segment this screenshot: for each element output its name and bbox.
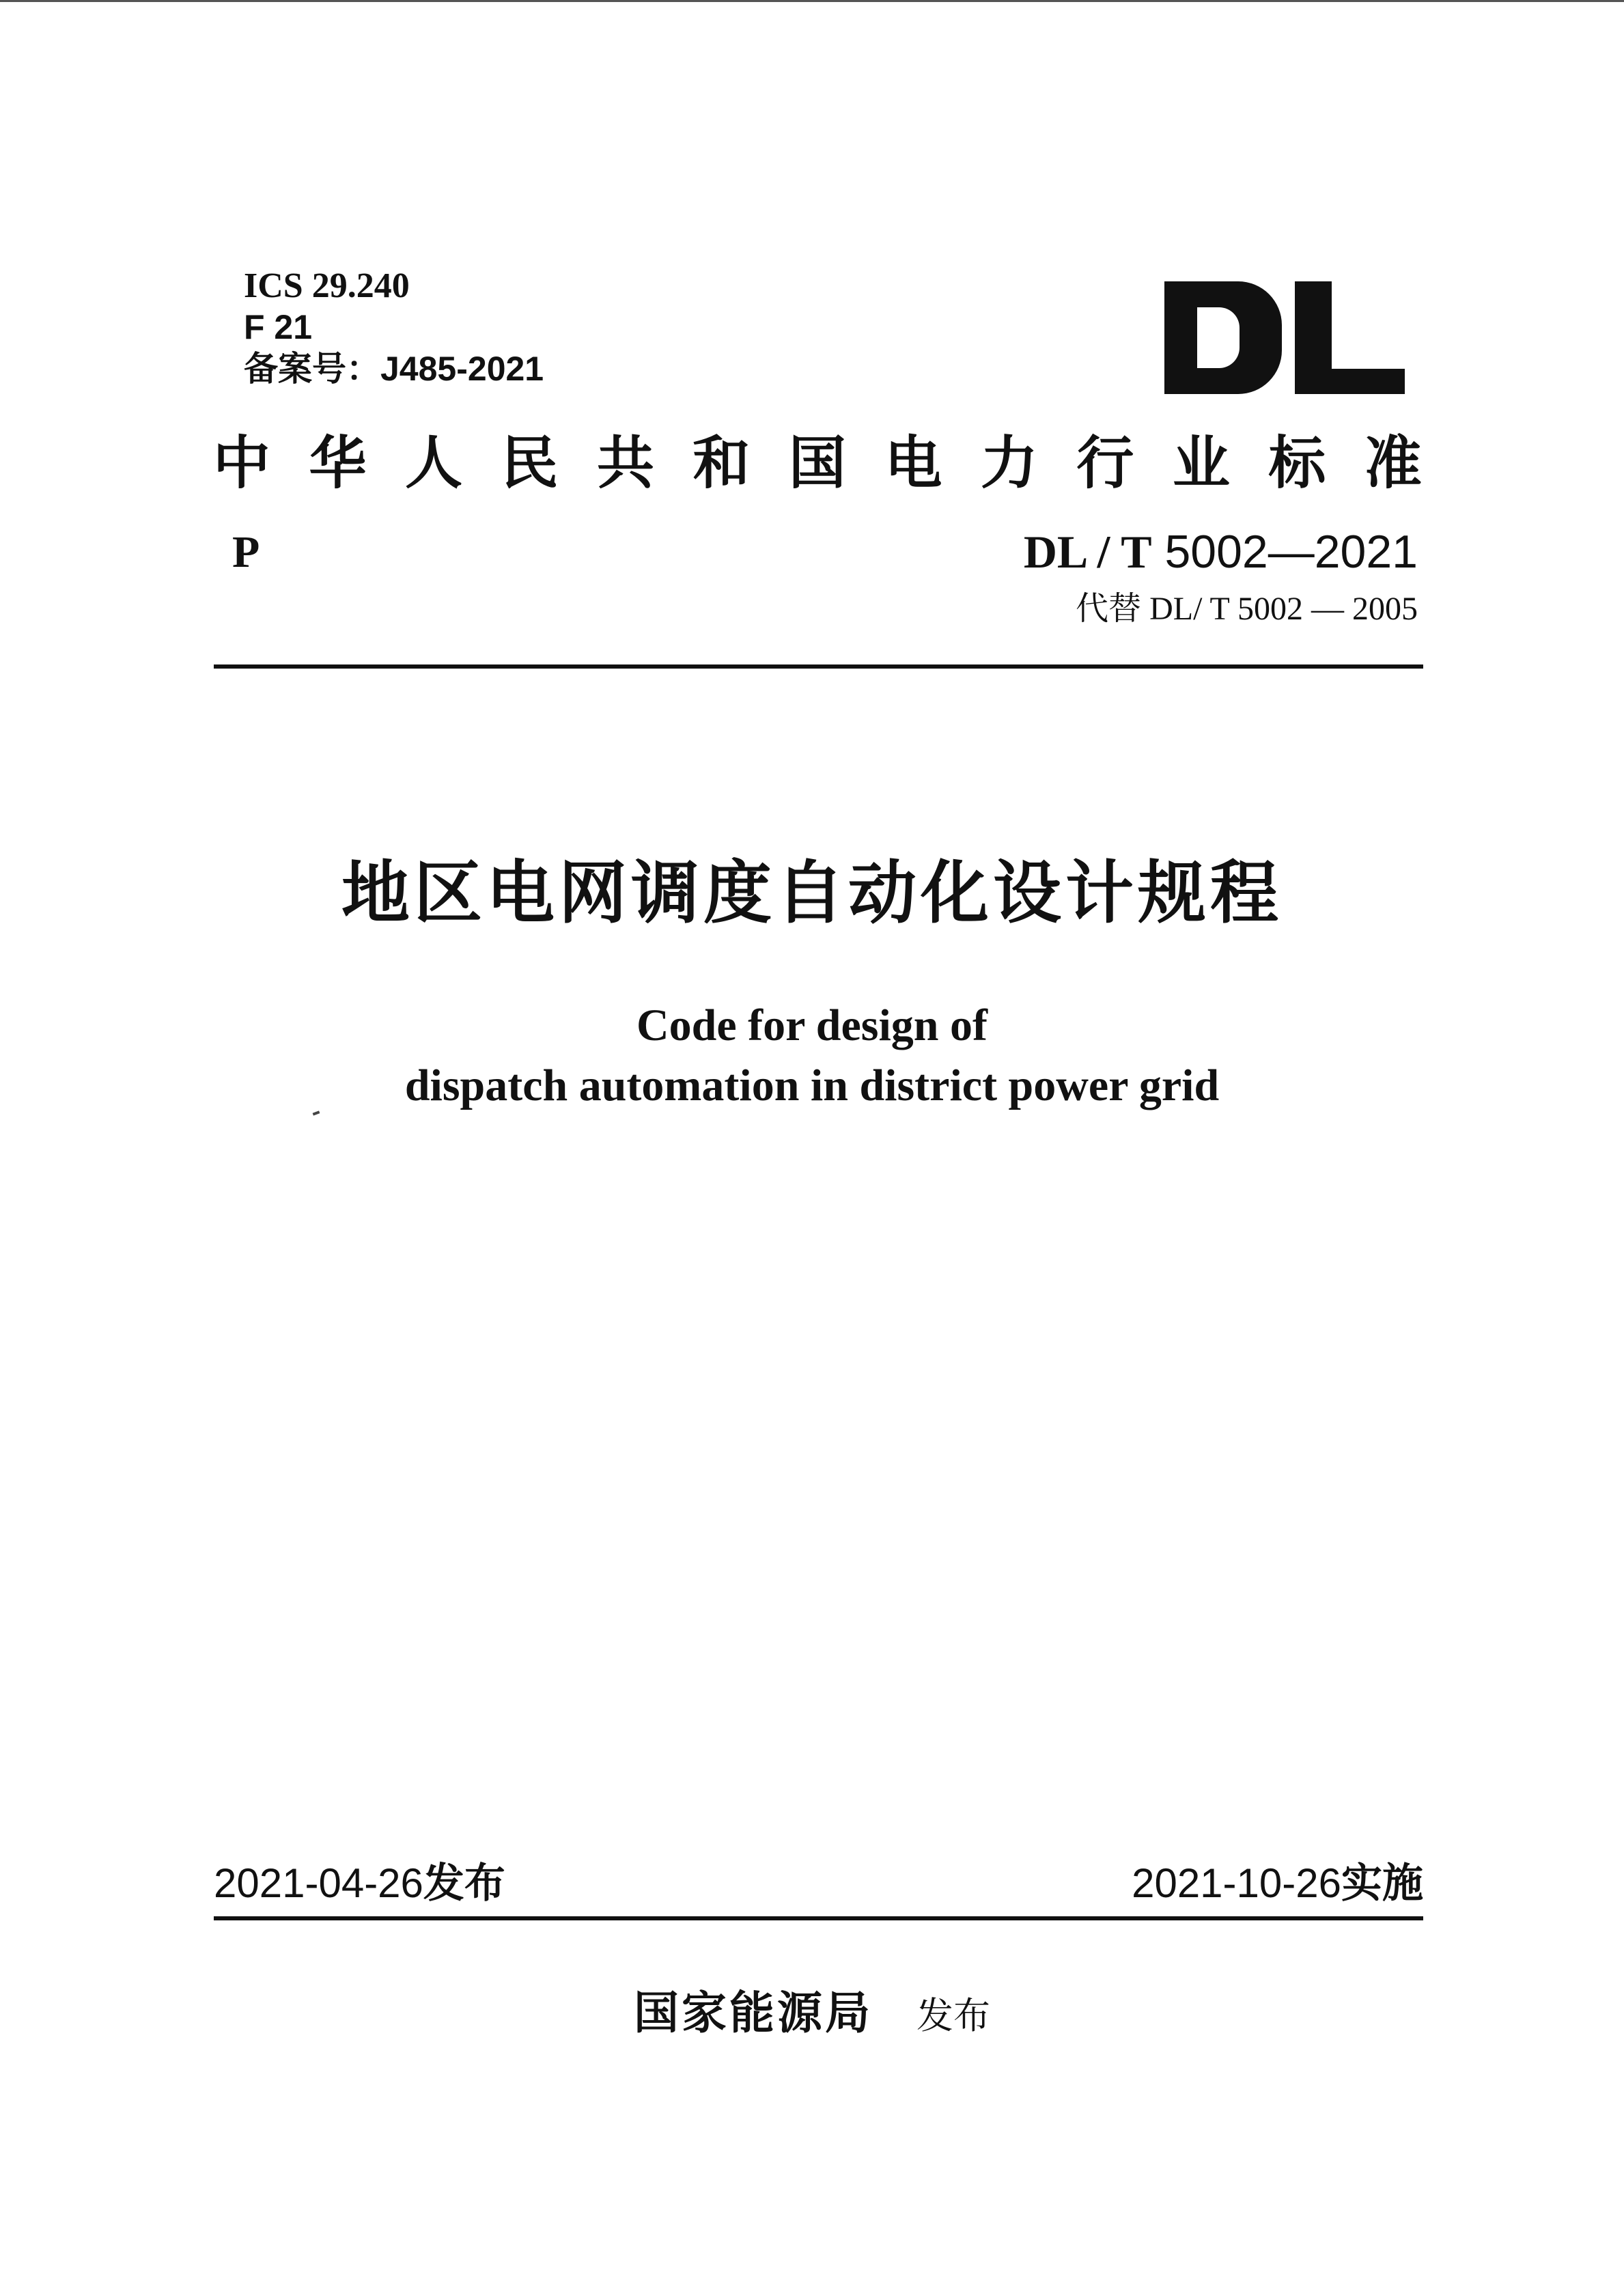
industry-standard-char: 力 [980, 429, 1038, 496]
issue-date-label: 发布 [423, 1860, 505, 1907]
classification-codes [244, 265, 544, 390]
publisher [0, 1986, 1624, 2043]
standard-number [1024, 524, 1418, 579]
standard-number-prefix: DL / T [1023, 526, 1152, 578]
issue-date [214, 1859, 505, 1908]
issue-date-value: 2021-04-26 [214, 1860, 423, 1906]
industry-standard-heading [213, 429, 1422, 497]
industry-standard-char: 电 [884, 429, 942, 496]
ics-code: ICS 29.240 [244, 266, 410, 305]
replaces-standard: 代替 DL/ T 5002 — 2005 [1076, 591, 1418, 627]
industry-standard-char: 准 [1364, 429, 1422, 496]
title-chinese: 地区电网调度自动化设计规程 [341, 853, 1283, 933]
title-english-line-1: Code for design of [636, 1000, 988, 1050]
record-label: 备案号： [244, 350, 380, 388]
industry-standard-char: 人 [404, 429, 462, 496]
industry-standard-char: 华 [309, 429, 367, 496]
dates-row [214, 1859, 1423, 1908]
page-top-border [0, 0, 1624, 2]
industry-standard-char: 行 [1076, 429, 1134, 496]
dl-logo [1164, 281, 1405, 394]
industry-standard-char: 国 [788, 429, 846, 496]
industry-standard-char: 民 [501, 429, 559, 496]
standard-number-value: 5002—2021 [1151, 526, 1418, 578]
industry-standard-char: 和 [692, 429, 751, 496]
record-number [244, 348, 544, 390]
publisher-label: 发布 [916, 1994, 990, 2037]
category-letter: P [232, 527, 260, 577]
title-english [0, 996, 1624, 1116]
record-value: J485-2021 [380, 350, 544, 388]
header-divider [214, 664, 1423, 669]
dl-logo-l-base [1295, 369, 1405, 394]
dl-logo-d [1164, 281, 1282, 394]
industry-standard-char: 共 [596, 429, 654, 496]
implement-date [1132, 1859, 1423, 1908]
ccs-code: F 21 [244, 308, 313, 346]
publisher-org: 国家能源局 [634, 1987, 873, 2039]
industry-standard-char: 标 [1268, 429, 1326, 496]
implement-date-value: 2021-10-26 [1132, 1860, 1341, 1906]
implement-date-label: 实施 [1341, 1860, 1423, 1907]
title-english-line-2: dispatch automation in district power grid [404, 1061, 1220, 1110]
footer-divider [214, 1916, 1423, 1920]
industry-standard-char: 业 [1172, 429, 1230, 496]
industry-standard-char: 中 [213, 429, 271, 496]
